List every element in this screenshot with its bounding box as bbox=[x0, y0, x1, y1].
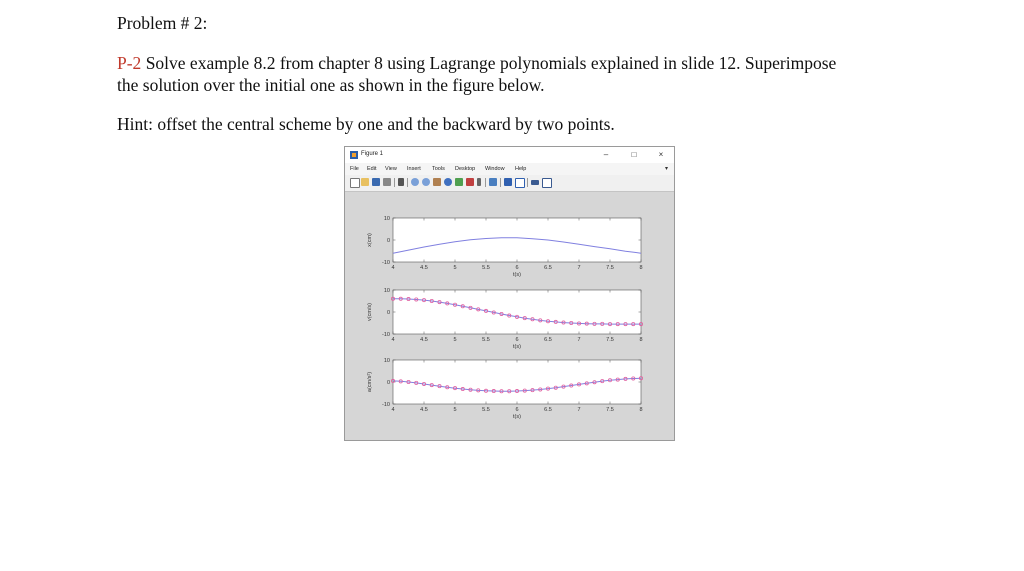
edit-plot-icon[interactable] bbox=[398, 178, 404, 186]
x-tick-label: 7 bbox=[577, 407, 581, 413]
y-tick-label: 10 bbox=[383, 288, 390, 294]
toolbar-separator bbox=[394, 178, 395, 187]
plot-area bbox=[345, 192, 674, 440]
x-tick-label: 6 bbox=[515, 265, 519, 271]
y-tick-label: -10 bbox=[382, 260, 390, 266]
y-tick-label: -10 bbox=[382, 402, 390, 408]
problem-label: P-2 bbox=[117, 53, 142, 73]
x-tick-label: 4 bbox=[391, 407, 395, 413]
zoom-out-icon[interactable] bbox=[422, 178, 430, 186]
y-axis-label: a(cm/s²) bbox=[367, 371, 373, 393]
x-tick-label: 6 bbox=[515, 337, 519, 343]
x-tick-label: 6.5 bbox=[544, 407, 552, 413]
x-tick-label: 4 bbox=[391, 265, 395, 271]
x-tick-label: 7.5 bbox=[606, 265, 614, 271]
toolbar-separator bbox=[500, 178, 501, 187]
x-tick-label: 5 bbox=[453, 407, 457, 413]
hint-text: Hint: offset the central scheme by one and the backward by two points. bbox=[117, 114, 615, 134]
y-tick-label: 0 bbox=[386, 380, 390, 386]
brush-icon[interactable] bbox=[466, 178, 474, 186]
problem-statement-text: Solve example 8.2 from chapter 8 using Lagrange polynomials explained in slide 12. Superimpose bbox=[141, 53, 837, 73]
y-axis-label: v(cm/s) bbox=[367, 302, 373, 322]
dock-figure-icon[interactable] bbox=[542, 178, 552, 188]
open-file-icon[interactable] bbox=[361, 178, 369, 186]
menu-edit[interactable]: Edit bbox=[367, 166, 377, 172]
matlab-figure-icon bbox=[350, 151, 358, 159]
x-axis-label: t(s) bbox=[513, 344, 521, 350]
maximize-button[interactable]: □ bbox=[631, 150, 637, 159]
close-button[interactable]: × bbox=[658, 150, 664, 159]
problem-statement-line2: the solution over the initial one as shown in the figure below. bbox=[117, 75, 545, 95]
axes-box bbox=[393, 290, 641, 334]
x-tick-label: 7.5 bbox=[606, 337, 614, 343]
y-tick-label: 0 bbox=[386, 238, 390, 244]
menu-desktop[interactable]: Desktop bbox=[455, 166, 476, 172]
problem-statement-line1 bbox=[117, 52, 836, 74]
menu-view[interactable]: View bbox=[385, 166, 397, 172]
x-tick-label: 7.5 bbox=[606, 407, 614, 413]
hide-plot-tools-icon[interactable] bbox=[515, 178, 525, 188]
x-tick-label: 4 bbox=[391, 337, 395, 343]
x-tick-label: 7 bbox=[577, 265, 581, 271]
y-tick-label: 10 bbox=[383, 358, 390, 364]
data-cursor-icon[interactable] bbox=[455, 178, 463, 186]
x-tick-label: 5 bbox=[453, 337, 457, 343]
pan-icon[interactable] bbox=[433, 178, 441, 186]
new-figure-icon[interactable] bbox=[350, 178, 360, 188]
x-tick-label: 8 bbox=[639, 407, 643, 413]
x-tick-label: 7 bbox=[577, 337, 581, 343]
menu-insert[interactable]: Insert bbox=[407, 166, 421, 172]
y-tick-label: 10 bbox=[383, 216, 390, 222]
print-icon[interactable] bbox=[383, 178, 391, 186]
minimize-button[interactable]: – bbox=[603, 150, 609, 159]
menu-tools[interactable]: Tools bbox=[432, 166, 445, 172]
x-tick-label: 5.5 bbox=[482, 337, 490, 343]
link-plot-icon[interactable] bbox=[477, 178, 481, 186]
insert-legend-icon[interactable] bbox=[504, 178, 512, 186]
toolbar-separator bbox=[527, 178, 528, 187]
figure-menubar bbox=[345, 163, 674, 175]
save-icon[interactable] bbox=[372, 178, 380, 186]
show-plot-tools-icon[interactable] bbox=[531, 180, 539, 185]
x-tick-label: 4.5 bbox=[420, 265, 428, 271]
problem-heading: Problem # 2: bbox=[117, 13, 208, 33]
x-tick-label: 6 bbox=[515, 407, 519, 413]
matlab-figure-window bbox=[344, 146, 675, 441]
x-tick-label: 8 bbox=[639, 337, 643, 343]
menu-overflow-icon[interactable]: ▾ bbox=[664, 166, 668, 172]
menu-window[interactable]: Window bbox=[485, 166, 505, 172]
x-tick-label: 6.5 bbox=[544, 265, 552, 271]
y-axis-label: x(cm) bbox=[367, 233, 373, 247]
x-axis-label: t(s) bbox=[513, 272, 521, 278]
y-tick-label: -10 bbox=[382, 332, 390, 338]
menu-help[interactable]: Help bbox=[515, 166, 527, 172]
insert-colorbar-icon[interactable] bbox=[489, 178, 497, 186]
figure-toolbar bbox=[345, 175, 674, 192]
x-axis-label: t(s) bbox=[513, 414, 521, 420]
x-tick-label: 5 bbox=[453, 265, 457, 271]
x-tick-label: 5.5 bbox=[482, 265, 490, 271]
toolbar-separator bbox=[407, 178, 408, 187]
x-tick-label: 6.5 bbox=[544, 337, 552, 343]
rotate-3d-icon[interactable] bbox=[444, 178, 452, 186]
x-tick-label: 5.5 bbox=[482, 407, 490, 413]
toolbar-separator bbox=[485, 178, 486, 187]
y-tick-label: 0 bbox=[386, 310, 390, 316]
x-tick-label: 4.5 bbox=[420, 337, 428, 343]
zoom-in-icon[interactable] bbox=[411, 178, 419, 186]
axes-box bbox=[393, 218, 641, 262]
x-tick-label: 4.5 bbox=[420, 407, 428, 413]
figure-title: Figure 1 bbox=[361, 151, 384, 157]
x-tick-label: 8 bbox=[639, 265, 643, 271]
menu-file[interactable]: File bbox=[350, 166, 359, 172]
figure-titlebar[interactable] bbox=[345, 147, 674, 163]
